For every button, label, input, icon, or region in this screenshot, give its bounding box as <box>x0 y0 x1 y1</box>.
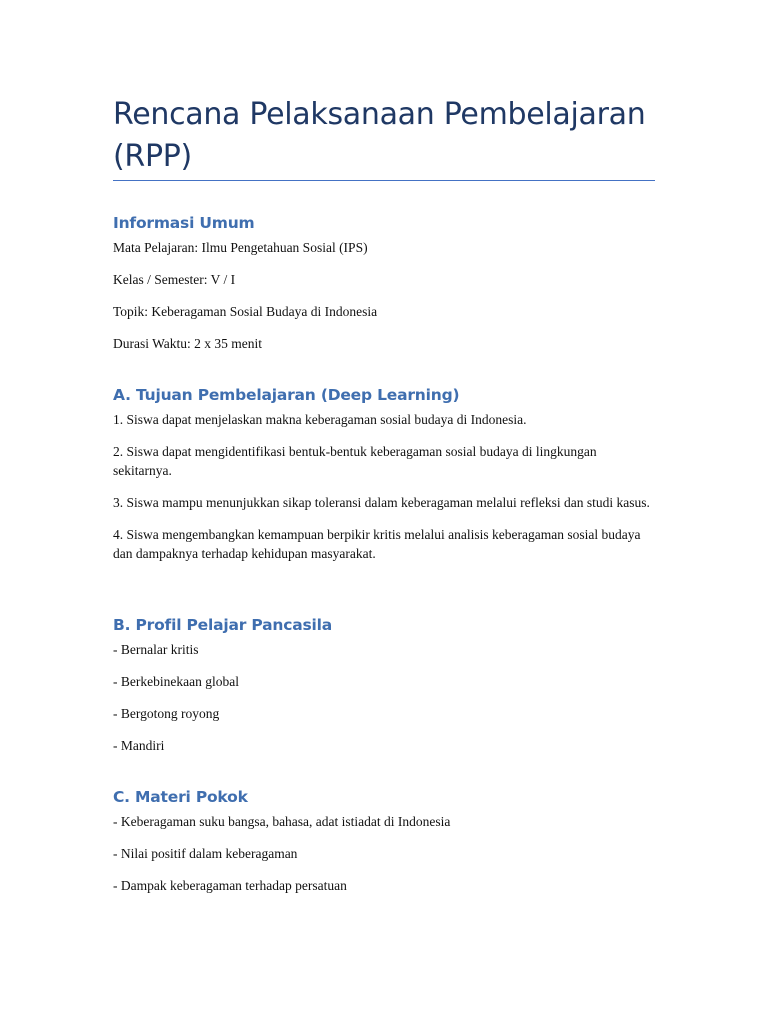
section-heading: Informasi Umum <box>113 214 255 232</box>
list-item: - Keberagaman suku bangsa, bahasa, adat istiadat di Indonesia <box>113 814 451 829</box>
section-tujuan-pembelajaran <box>113 385 655 563</box>
section-heading: C. Materi Pokok <box>113 788 248 806</box>
document-title: Rencana Pelaksanaan Pembelajaran (RPP) <box>113 97 646 174</box>
section-heading: A. Tujuan Pembelajaran (Deep Learning) <box>113 386 460 404</box>
info-kelas-semester: Kelas / Semester: V / I <box>113 272 236 287</box>
section-materi-pokok <box>113 787 655 895</box>
title-underline <box>113 180 655 181</box>
section-profil-pelajar-pancasila <box>113 615 655 755</box>
list-item: - Bernalar kritis <box>113 642 199 657</box>
list-item: 2. Siswa dapat mengidentifikasi bentuk-bentuk keberagaman sosial budaya di lingkungan sekitarnya. <box>113 444 597 478</box>
list-item: 3. Siswa mampu menunjukkan sikap toleransi dalam keberagaman melalui refleksi dan studi kasus. <box>113 495 650 510</box>
list-item: - Dampak keberagaman terhadap persatuan <box>113 878 347 893</box>
section-heading: B. Profil Pelajar Pancasila <box>113 616 332 634</box>
list-item: - Berkebinekaan global <box>113 674 239 689</box>
list-item: 1. Siswa dapat menjelaskan makna keberagaman sosial budaya di Indonesia. <box>113 412 527 427</box>
info-mata-pelajaran: Mata Pelajaran: Ilmu Pengetahuan Sosial (IPS) <box>113 240 368 255</box>
info-topik: Topik: Keberagaman Sosial Budaya di Indonesia <box>113 304 378 319</box>
list-item: 4. Siswa mengembangkan kemampuan berpikir kritis melalui analisis keberagaman sosial budaya dan dampaknya terhadap kehidupan masyarakat. <box>113 527 641 561</box>
list-item: - Nilai positif dalam keberagaman <box>113 846 298 861</box>
section-informasi-umum <box>113 213 655 353</box>
list-item: - Mandiri <box>113 738 165 753</box>
list-item: - Bergotong royong <box>113 706 220 721</box>
info-durasi-waktu: Durasi Waktu: 2 x 35 menit <box>113 336 263 351</box>
